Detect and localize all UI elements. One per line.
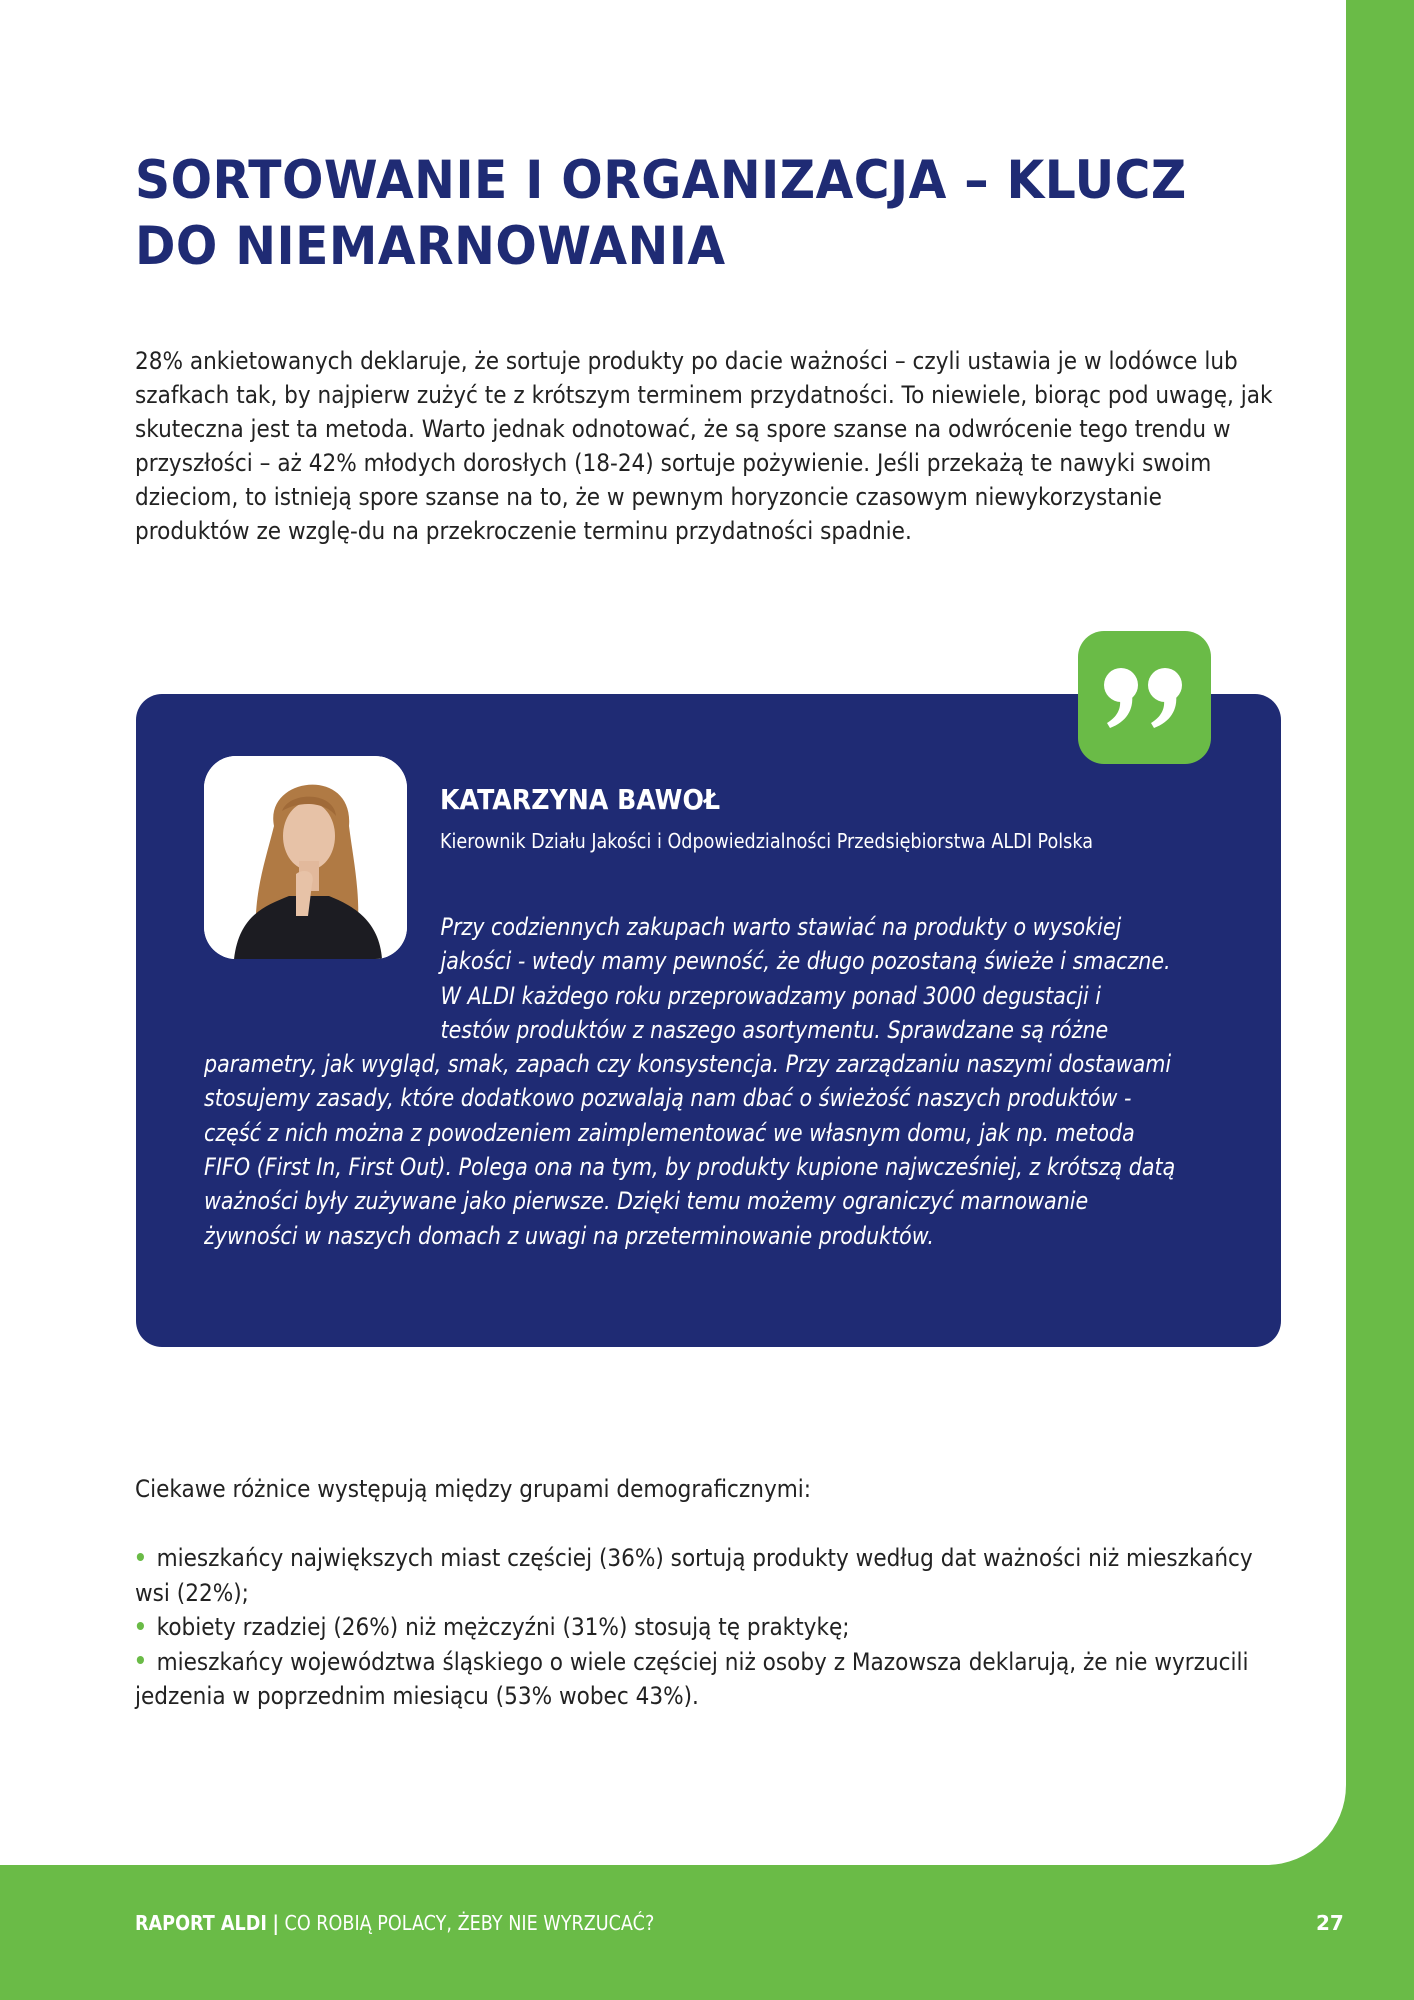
list-item-text: kobiety rzadziej (26%) niż mężczyźni (31%) stosują tę praktykę; [156, 1613, 850, 1641]
bullet-icon [137, 1622, 144, 1630]
demographics-intro: Ciekawe różnice występują między grupami demograficznymi: [135, 1475, 812, 1503]
quote-mark-icon [1102, 666, 1188, 730]
page-title: SORTOWANIE I ORGANIZACJA – KLUCZ DO NIEMARNOWANIA [135, 150, 1187, 277]
person-name: KATARZYNA BAWOŁ [440, 783, 721, 816]
list-item [135, 1645, 1269, 1714]
page-number: 27 [1316, 1911, 1344, 1935]
footer-brand: RAPORT ALDI [135, 1911, 267, 1935]
footer-subtitle: CO ROBIĄ POLACY, ŻEBY NIE WYRZUCAĆ? [284, 1911, 655, 1935]
demographics-list [135, 1541, 1269, 1714]
quote-text-block [204, 910, 1176, 1253]
bullet-icon [137, 1553, 144, 1561]
bullet-icon [137, 1656, 144, 1664]
footer-separator: | [272, 1911, 279, 1935]
quote-badge [1078, 631, 1211, 764]
list-item [135, 1541, 1269, 1610]
list-item-text: mieszkańcy województwa śląskiego o wiele częściej niż osoby z Mazowsza deklarują, że nie wyrzucili jedzenia w poprzednim miesiącu (53% wobec 43%). [135, 1647, 1249, 1710]
footer-title [135, 1911, 654, 1935]
quote-text: Przy codziennych zakupach warto stawiać na produkty o wysokiej jakości - wtedy mamy pewność, że długo pozostaną świeże i smaczne. W ALDI każdego roku przeprowadzamy ponad 3000 degustacji i testów produktów z naszego asortymentu. Sprawdzane są różne parametry, jak wygląd, smak, zapach czy konsystencja. Przy zarządzaniu naszymi dostawami stosujemy zasady, które dodatkowo pozwalają nam dbać o świeżość naszych produktów - część z nich można z powodzeniem zaimplementować we własnym domu, jak np. metoda FIFO (First In, First Out). Polega ona na tym, by produkty kupione najwcześniej, z krótszą datą ważności były zużywane jako pierwsze. Dzięki temu możemy ograniczyć marnowanie żywności w naszych domach z uwagi na przeterminowanie produktów. [204, 913, 1176, 1250]
list-item [135, 1610, 1269, 1645]
list-item-text: mieszkańcy największych miast częściej (36%) sortują produkty według dat ważności niż mieszkańcy wsi (22%); [135, 1544, 1253, 1607]
person-role: Kierownik Działu Jakości i Odpowiedzialności Przedsiębiorstwa ALDI Polska [440, 829, 1093, 853]
intro-paragraph: 28% ankietowanych deklaruje, że sortuje produkty po dacie ważności – czyli ustawia je w lodówce lub szafkach tak, by najpierw zużyć te z krótszym terminem przydatności. To niewiele, biorąc pod uwagę, jak skuteczna jest ta metoda. Warto jednak odnotować, że są spore szanse na odwrócenie tego trendu w przyszłości – aż 42% młodych dorosłych (18-24) sortuje pożywienie. Jeśli przekażą te nawyki swoim dzieciom, to istnieją spore szanse na to, że w pewnym horyzoncie czasowym niewykorzystanie produktów ze wzglę-du na przekroczenie terminu przydatności spadnie. [135, 347, 1273, 545]
